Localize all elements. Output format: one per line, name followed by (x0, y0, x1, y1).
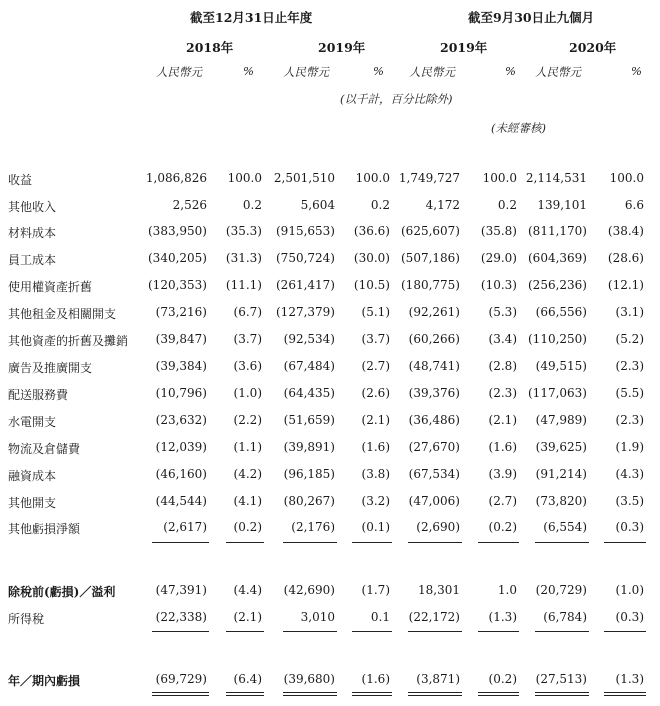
percent-cell: (4.3) (615, 467, 644, 481)
percent-cell: 0.2 (242, 198, 262, 212)
row-label: 廣告及推廣開支 (8, 361, 93, 375)
row-label: 水電開支 (8, 415, 57, 429)
percent-cell: (1.6) (488, 440, 517, 454)
unit-label: 人民幣元 (409, 65, 455, 79)
percent-cell: (2.3) (488, 386, 517, 400)
percent-cell: (3.7) (233, 332, 262, 346)
percent-cell: (3.8) (361, 467, 390, 481)
amount-cell: (39,680) (283, 672, 335, 686)
amount-cell: 1,749,727 (398, 171, 460, 185)
amount-cell: (49,515) (535, 359, 587, 373)
amount-cell: (10,796) (155, 386, 207, 400)
percent-cell: 0.1 (370, 610, 390, 624)
row-label: 融資成本 (8, 469, 57, 483)
amount-cell: (117,063) (528, 386, 587, 400)
single-underline (226, 542, 264, 543)
amount-cell: (92,534) (283, 332, 335, 346)
unaudited-note: (未經審核) (491, 121, 546, 135)
row-label: 其他資產的折舊及攤銷 (8, 334, 129, 348)
double-underline-bottom (535, 695, 589, 696)
percent-cell: (2.7) (361, 359, 390, 373)
percent-cell: (0.3) (615, 520, 644, 534)
percent-cell: (0.2) (488, 672, 517, 686)
percent-cell: (1.9) (615, 440, 644, 454)
percent-cell: (3.7) (361, 332, 390, 346)
amount-cell: (261,417) (276, 278, 335, 292)
percent-cell: (1.0) (615, 583, 644, 597)
year-header-2019: 2019年 (318, 40, 366, 55)
amount-cell: (46,160) (155, 467, 207, 481)
percent-cell: (3.6) (233, 359, 262, 373)
amount-cell: (750,724) (276, 251, 335, 265)
single-underline (152, 631, 209, 632)
amount-cell: (625,607) (401, 224, 460, 238)
amount-cell: (383,950) (148, 224, 207, 238)
percent-cell: 0.2 (370, 198, 390, 212)
amount-cell: (27,670) (408, 440, 460, 454)
row-label: 所得稅 (8, 612, 45, 626)
amount-cell: (604,369) (528, 251, 587, 265)
single-underline (535, 631, 589, 632)
year-header-2019-nine-months: 2019年 (440, 40, 488, 55)
single-underline (152, 542, 209, 543)
amount-cell: (27,513) (535, 672, 587, 686)
amount-cell: (60,266) (408, 332, 460, 346)
percent-cell: (0.2) (488, 520, 517, 534)
amount-cell: (256,236) (528, 278, 587, 292)
percent-cell: (3.2) (361, 494, 390, 508)
percent-cell: (10.5) (353, 278, 390, 292)
percent-cell: (6.4) (233, 672, 262, 686)
pct-label: % (505, 64, 516, 78)
single-underline (283, 542, 337, 543)
amount-cell: (51,659) (283, 413, 335, 427)
percent-cell: (36.6) (353, 224, 390, 238)
amount-cell: (48,741) (408, 359, 460, 373)
amount-cell: (22,172) (408, 610, 460, 624)
percent-cell: (28.6) (607, 251, 644, 265)
amount-cell: (47,391) (155, 583, 207, 597)
percent-cell: 100.0 (355, 171, 390, 185)
amount-cell: (39,891) (283, 440, 335, 454)
amount-cell: (507,186) (401, 251, 460, 265)
percent-cell: 100.0 (482, 171, 517, 185)
percent-cell: (31.3) (225, 251, 262, 265)
percent-cell: (0.1) (361, 520, 390, 534)
amount-cell: (12,039) (155, 440, 207, 454)
amount-cell: (44,544) (155, 494, 207, 508)
row-label: 其他開支 (8, 496, 57, 510)
percent-cell: (3.9) (488, 467, 517, 481)
double-underline-top (226, 692, 264, 693)
row-label: 收益 (8, 173, 33, 187)
amount-cell: 5,604 (300, 198, 335, 212)
double-underline-bottom (604, 695, 646, 696)
amount-cell: (91,214) (535, 467, 587, 481)
percent-cell: (4.4) (233, 583, 262, 597)
row-label: 物流及倉儲費 (8, 442, 81, 456)
row-label: 年／期內虧損 (8, 674, 81, 688)
percent-cell: (30.0) (353, 251, 390, 265)
amount-cell: (39,847) (155, 332, 207, 346)
double-underline-top (152, 692, 209, 693)
percent-cell: (5.3) (488, 305, 517, 319)
amount-cell: (2,617) (163, 520, 207, 534)
amount-cell: 2,114,531 (525, 171, 587, 185)
amount-cell: 1,086,826 (145, 171, 207, 185)
amount-cell: (80,267) (283, 494, 335, 508)
double-underline-bottom (226, 695, 264, 696)
amount-cell: 2,526 (172, 198, 207, 212)
period-header-nine-months: 截至9月30日止九個月 (468, 10, 595, 25)
percent-cell: (5.5) (615, 386, 644, 400)
amount-cell: (69,729) (155, 672, 207, 686)
year-header-2018: 2018年 (186, 40, 234, 55)
percent-cell: (11.1) (225, 278, 262, 292)
amount-cell: (180,775) (401, 278, 460, 292)
amount-cell: (92,261) (408, 305, 460, 319)
percent-cell: (4.1) (233, 494, 262, 508)
amount-cell: 139,101 (537, 198, 587, 212)
amount-cell: (120,353) (148, 278, 207, 292)
amount-cell: (67,534) (408, 467, 460, 481)
amount-cell: (47,989) (535, 413, 587, 427)
amount-cell: (42,690) (283, 583, 335, 597)
row-label: 使用權資產折舊 (8, 280, 93, 294)
percent-cell: (29.0) (480, 251, 517, 265)
double-underline-bottom (478, 695, 519, 696)
percent-cell: (4.2) (233, 467, 262, 481)
amount-cell: (73,216) (155, 305, 207, 319)
percent-cell: 0.2 (497, 198, 517, 212)
double-underline-top (478, 692, 519, 693)
percent-cell: (0.2) (233, 520, 262, 534)
year-header-2020-nine-months: 2020年 (569, 40, 617, 55)
amount-cell: (22,338) (155, 610, 207, 624)
double-underline-bottom (283, 695, 337, 696)
double-underline-top (408, 692, 462, 693)
double-underline-bottom (352, 695, 392, 696)
row-label: 除稅前(虧損)／溢利 (8, 585, 116, 599)
amount-cell: (811,170) (528, 224, 587, 238)
pct-label: % (631, 64, 642, 78)
row-label: 配送服務費 (8, 388, 69, 402)
amount-cell: (36,486) (408, 413, 460, 427)
amount-cell: (127,379) (276, 305, 335, 319)
amount-cell: (39,384) (155, 359, 207, 373)
percent-cell: (12.1) (607, 278, 644, 292)
percent-cell: (3.4) (488, 332, 517, 346)
single-underline (283, 631, 337, 632)
amount-cell: 3,010 (300, 610, 335, 624)
percent-cell: (3.5) (615, 494, 644, 508)
single-underline (408, 631, 462, 632)
amount-cell: (2,690) (416, 520, 460, 534)
percent-cell: (1.1) (233, 440, 262, 454)
single-underline (352, 542, 392, 543)
amount-cell: 4,172 (425, 198, 460, 212)
percent-cell: (6.7) (233, 305, 262, 319)
amount-cell: 18,301 (418, 583, 460, 597)
double-underline-bottom (408, 695, 462, 696)
single-underline (226, 631, 264, 632)
double-underline-bottom (152, 695, 209, 696)
amount-cell: (6,784) (543, 610, 587, 624)
percent-cell: (2.7) (488, 494, 517, 508)
percent-cell: (38.4) (607, 224, 644, 238)
pct-label: % (373, 64, 384, 78)
single-underline (535, 542, 589, 543)
amount-cell: (96,185) (283, 467, 335, 481)
amount-cell: (2,176) (291, 520, 335, 534)
double-underline-top (535, 692, 589, 693)
row-label: 其他租金及相關開支 (8, 307, 117, 321)
amount-cell: (67,484) (283, 359, 335, 373)
row-label: 員工成本 (8, 253, 57, 267)
amount-cell: (915,653) (276, 224, 335, 238)
single-underline (604, 631, 646, 632)
percent-cell: (2.1) (233, 610, 262, 624)
percent-cell: (2.3) (615, 413, 644, 427)
row-label: 其他虧損淨額 (8, 522, 81, 536)
amount-cell: (3,871) (416, 672, 460, 686)
amount-cell: (6,554) (543, 520, 587, 534)
amount-cell: (73,820) (535, 494, 587, 508)
percent-cell: (3.1) (615, 305, 644, 319)
row-label: 材料成本 (8, 226, 57, 240)
percent-cell: (35.8) (480, 224, 517, 238)
amount-cell: (64,435) (283, 386, 335, 400)
amount-cell: (23,632) (155, 413, 207, 427)
percent-cell: (1.3) (488, 610, 517, 624)
percent-cell: (2.6) (361, 386, 390, 400)
amount-cell: (39,625) (535, 440, 587, 454)
percent-cell: (1.6) (361, 440, 390, 454)
percent-cell: (0.3) (615, 610, 644, 624)
amount-cell: (340,205) (148, 251, 207, 265)
percent-cell: 100.0 (227, 171, 262, 185)
percent-cell: (35.3) (225, 224, 262, 238)
single-underline (408, 542, 462, 543)
unit-label: 人民幣元 (156, 65, 202, 79)
thousands-note: (以千計，百分比除外) (340, 92, 453, 106)
amount-cell: (47,006) (408, 494, 460, 508)
amount-cell: (66,556) (535, 305, 587, 319)
percent-cell: (1.3) (615, 672, 644, 686)
single-underline (478, 542, 519, 543)
percent-cell: 100.0 (609, 171, 644, 185)
row-label: 其他收入 (8, 200, 57, 214)
period-header-annual: 截至12月31日止年度 (190, 10, 313, 25)
amount-cell: (110,250) (528, 332, 587, 346)
percent-cell: (5.2) (615, 332, 644, 346)
unit-label: 人民幣元 (283, 65, 329, 79)
percent-cell: (2.3) (615, 359, 644, 373)
percent-cell: (1.7) (361, 583, 390, 597)
percent-cell: (10.3) (480, 278, 517, 292)
double-underline-top (352, 692, 392, 693)
unit-label: 人民幣元 (535, 65, 581, 79)
amount-cell: (39,376) (408, 386, 460, 400)
percent-cell: 1.0 (497, 583, 517, 597)
percent-cell: (5.1) (361, 305, 390, 319)
percent-cell: (2.1) (488, 413, 517, 427)
double-underline-top (604, 692, 646, 693)
percent-cell: 6.6 (624, 198, 644, 212)
percent-cell: (2.8) (488, 359, 517, 373)
amount-cell: (20,729) (535, 583, 587, 597)
double-underline-top (283, 692, 337, 693)
percent-cell: (1.0) (233, 386, 262, 400)
single-underline (604, 542, 646, 543)
percent-cell: (1.6) (361, 672, 390, 686)
percent-cell: (2.1) (361, 413, 390, 427)
single-underline (352, 631, 392, 632)
percent-cell: (2.2) (233, 413, 262, 427)
single-underline (478, 631, 519, 632)
amount-cell: 2,501,510 (273, 171, 335, 185)
pct-label: % (243, 64, 254, 78)
